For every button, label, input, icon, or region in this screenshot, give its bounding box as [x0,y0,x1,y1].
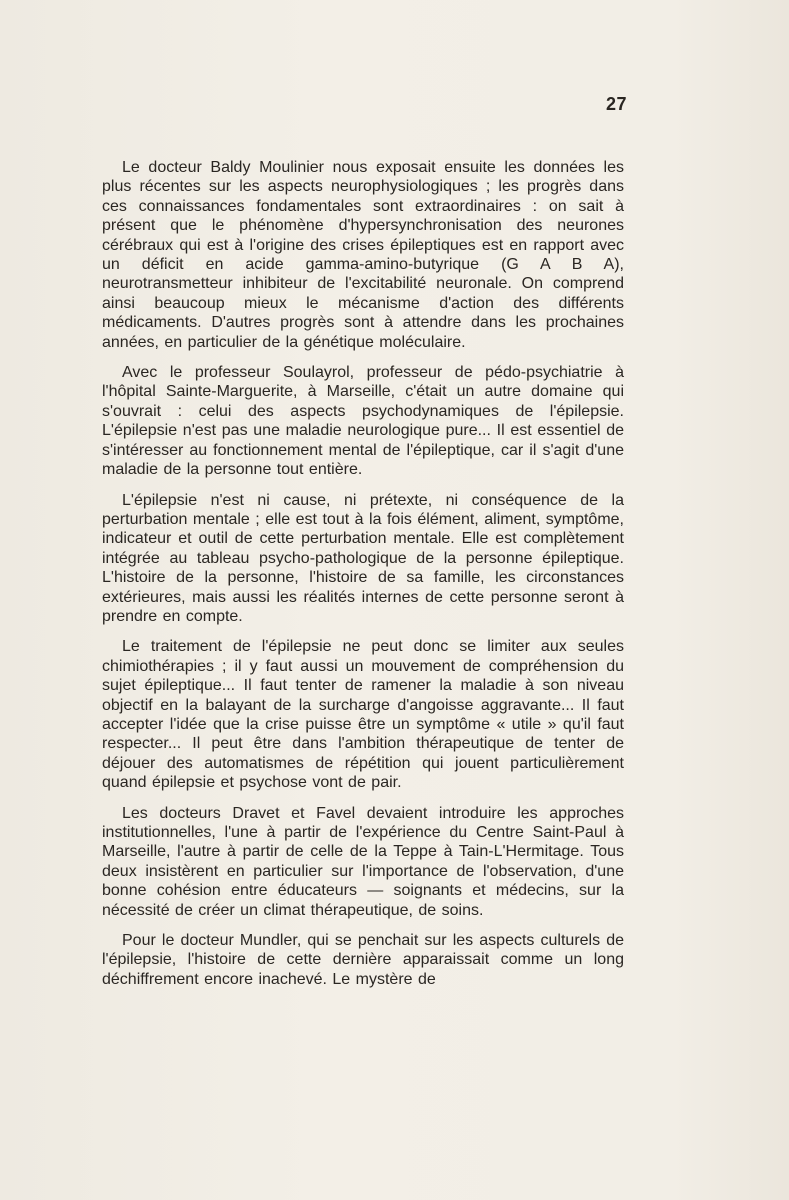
page-number: 27 [605,94,627,114]
paragraph: Pour le docteur Mundler, qui se penchait sur les aspects culturels de l'épilepsie, l'histoire de cette dernière apparaissait comme un long déchiffrement encore inachevé. Le mystère de [102,932,624,988]
paragraph: Le docteur Baldy Moulinier nous exposait ensuite les données les plus récentes sur les aspects neurophysiologiques ; les progrès dans ces connaissances fondamentales sont extraordinaires : on sait à présent que le phénomène d'hypersynchronisation des neurones cérébraux qui est à l'origine des crises épileptiques est en rapport avec un déficit en acide gamma-amino-butyrique (G A B A), neurotransmetteur inhibiteur de l'excitabilité neuronale. On comprend ainsi beaucoup mieux le mécanisme d'action des différents médicaments. D'autres progrès sont à attendre dans les prochaines années, en particulier de la génétique moléculaire. [102,159,624,351]
paragraph: Le traitement de l'épilepsie ne peut donc se limiter aux seules chimiothérapies ; il y faut aussi un mouvement de compréhension du sujet épileptique... Il faut tenter de ramener la maladie à son niveau objectif en la balayant de la surcharge d'angoisse aggravante... Il faut accepter l'idée que la crise puisse être un symptôme « utile » qu'il faut respecter... Il peut être dans l'ambition thérapeutique de tenter de déjouer des automatismes de répétition qui jouent particulièrement quand épilepsie et psychose vont de pair. [102,638,624,792]
paragraph: Les docteurs Dravet et Favel devaient introduire les approches institutionnelles, l'une à partir de l'expérience du Centre Saint-Paul à Marseille, l'autre à partir de celle de la Teppe à Tain-L'Hermitage. Tous deux insistèrent en particulier sur l'importance de l'observation, d'une bonne cohésion entre éducateurs — soignants et médecins, sur la nécessité de créer un climat thérapeutique, de soins. [102,804,624,919]
paragraph: L'épilepsie n'est ni cause, ni prétexte, ni conséquence de la perturbation mentale ; elle est tout à la fois élément, aliment, symptôme, indicateur et outil de cette perturbation mentale. Elle est complètement intégrée au tableau psycho-pathologique de la personne épileptique. L'histoire de la personne, l'histoire de sa famille, les circonstances extérieures, mais aussi les réalités internes de cette personne seront à prendre en compte. [102,491,624,625]
paragraph: Avec le professeur Soulayrol, professeur de pédo-psychiatrie à l'hôpital Sainte-Marguerite, à Marseille, c'était un autre domaine qui s'ouvrait : celui des aspects psychodynamiques de l'épilepsie. L'épilepsie n'est pas une maladie neurologique pure... Il est essentiel de s'intéresser au fonctionnement mental de l'épileptique, car il s'agit d'une maladie de la personne tout entière. [102,364,624,479]
body-text [102,158,624,1000]
